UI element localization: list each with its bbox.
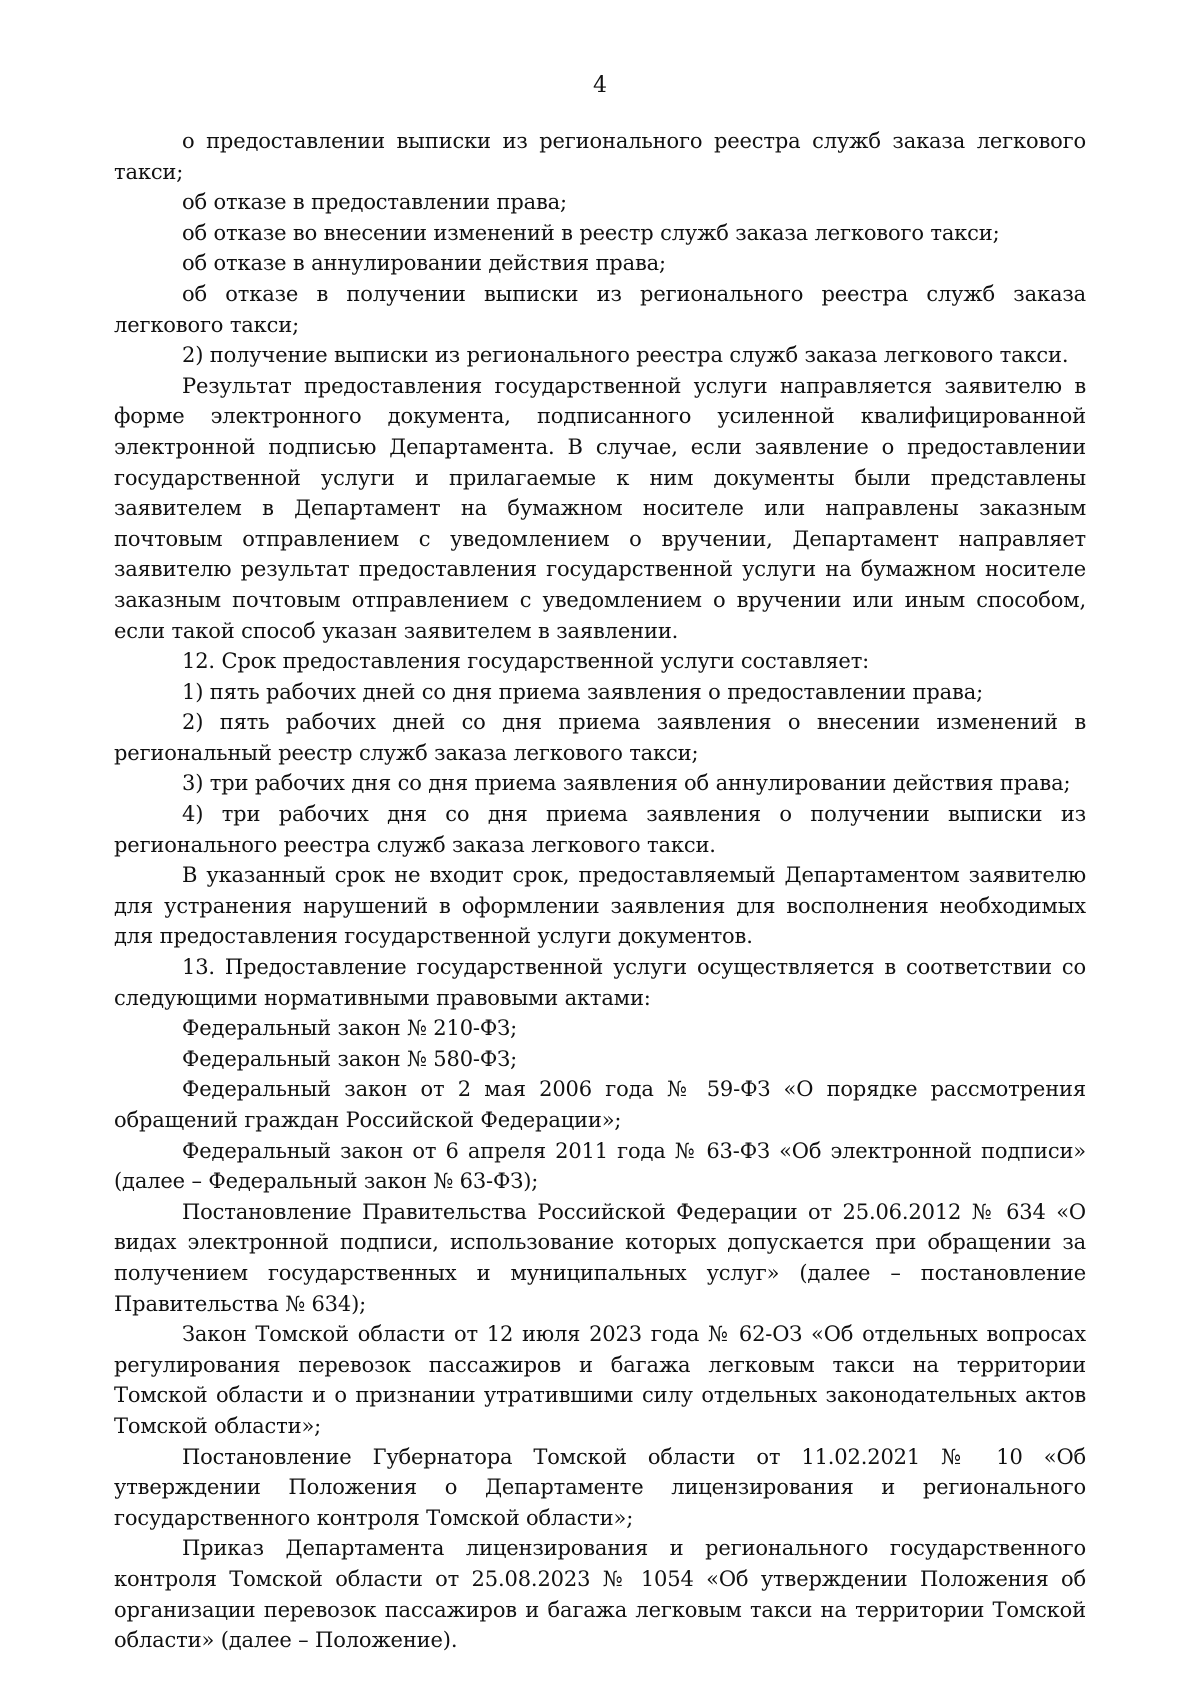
paragraph: об отказе в получении выписки из регионального реестра служб заказа легкового такси; bbox=[114, 281, 1086, 337]
paragraph: Федеральный закон от 6 апреля 2011 года № 63-ФЗ «Об электронной подписи» (далее – Федеральный закон № 63-ФЗ); bbox=[114, 1138, 1086, 1194]
paragraph: 12. Срок предоставления государственной услуги составляет: bbox=[182, 649, 870, 674]
paragraph: об отказе во внесении изменений в реестр служб заказа легкового такси; bbox=[182, 220, 1000, 245]
paragraph: об отказе в аннулировании действия права; bbox=[182, 251, 666, 276]
paragraph: 4) три рабочих дня со дня приема заявления о получении выписки из регионального реестра служб заказа легкового такси. bbox=[114, 802, 1086, 857]
paragraph: 13. Предоставление государственной услуги осуществляется в соответствии со следующими нормативными правовыми актами: bbox=[114, 955, 1086, 1010]
paragraph: Федеральный закон № 210-ФЗ; bbox=[182, 1016, 518, 1041]
paragraph: Приказ Департамента лицензирования и регионального государственного контроля Томской области от 25.08.2023 № 1054 «Об утверждении Положения об организации перевозок пассажиров и багажа легковым такси на территории Томской области» (далее – Положение). bbox=[114, 1536, 1086, 1653]
paragraph: Закон Томской области от 12 июля 2023 года № 62-ОЗ «Об отдельных вопросах регулирования перевозок пассажиров и багажа легковым такси на территории Томской области и о признании утратившими силу отдельных законодательных актов Томской области»; bbox=[114, 1322, 1086, 1438]
paragraph: Постановление Правительства Российской Федерации от 25.06.2012 № 634 «О видах электронной подписи, использование которых допускается при обращении за получением государственных и муниципальных услуг» (далее – постановление Правительства № 634); bbox=[114, 1199, 1086, 1316]
paragraph: В указанный срок не входит срок, предоставляемый Департаментом заявителю для устранения нарушений в оформлении заявления для восполнения необходимых для предоставления государственной услуги документов. bbox=[114, 863, 1086, 949]
paragraph: Результат предоставления государственной услуги направляется заявителю в форме электронного документа, подписанного усиленной квалифицированной электронной подписью Департамента. В случае, если заявление о предоставлении государственной услуги и прилагаемые к ним документы были представлены заявителем в Департамент на бумажном носителе или направлены заказным почтовым отправлением с уведомлением о вручении, Департамент направляет заявителю результат предоставления государственной услуги на бумажном носителе заказным почтовым отправлением с уведомлением о вручении или иным способом, если такой способ указан заявителем в заявлении. bbox=[114, 373, 1086, 643]
document-body bbox=[114, 126, 1086, 1656]
paragraph: Федеральный закон № 580-ФЗ; bbox=[182, 1046, 518, 1071]
paragraph: Федеральный закон от 2 мая 2006 года № 59-ФЗ «О порядке рассмотрения обращений граждан Российской Федерации»; bbox=[114, 1077, 1086, 1132]
paragraph: о предоставлении выписки из регионального реестра служб заказа легкового такси; bbox=[114, 129, 1086, 184]
paragraph: об отказе в предоставлении права; bbox=[182, 190, 567, 215]
paragraph: 2) получение выписки из регионального реестра служб заказа легкового такси. bbox=[182, 343, 1069, 368]
paragraph: Постановление Губернатора Томской области от 11.02.2021 № 10 «Об утверждении Положения о Департаменте лицензирования и регионального государственного контроля Томской области»; bbox=[114, 1444, 1086, 1530]
paragraph: 1) пять рабочих дней со дня приема заявления о предоставлении права; bbox=[182, 679, 984, 704]
page-number: 4 bbox=[593, 73, 607, 98]
paragraph: 3) три рабочих дня со дня приема заявления об аннулировании действия права; bbox=[182, 771, 1071, 796]
paragraph: 2) пять рабочих дней со дня приема заявления о внесении изменений в региональный реестр служб заказа легкового такси; bbox=[114, 710, 1086, 765]
